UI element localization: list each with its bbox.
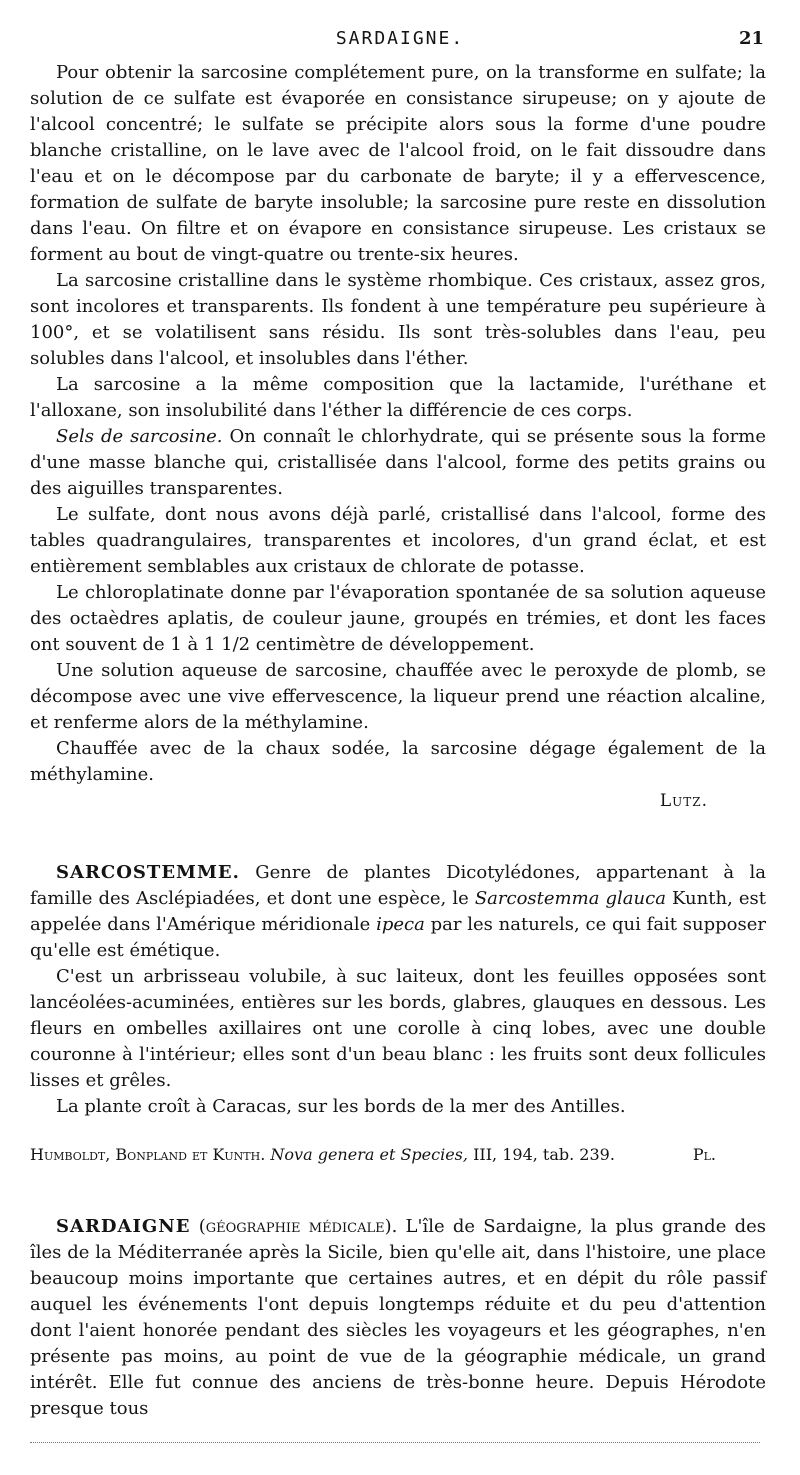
paragraph: Chauffée avec de la chaux sodée, la sarcosine dégage également de la méthylamine.: [30, 738, 766, 785]
paragraph: [30, 424, 766, 502]
paragraph: La sarcosine a la même composition que la lactamide, l'uréthane et l'alloxane, son insolubilité dans l'éther la différencie de ces corps.: [30, 374, 766, 421]
section-gap: [30, 1120, 766, 1142]
paragraph: C'est un arbrisseau volubile, à suc laiteux, dont les feuilles opposées sont lancéolées-acuminées, entières sur les bords, glabres, glauques en dessous. Les fleurs en ombelles axillaires ont une corolle à cinq lobes, avec une double couronne à l'intérieur; elles sont d'un beau blanc : les fruits sont deux follicules lisses et grêles.: [30, 966, 766, 1091]
paragraph: La plante croît à Caracas, sur les bords de la mer des Antilles.: [56, 1096, 626, 1117]
entry-sardaigne: [30, 1214, 766, 1422]
paragraph-text: Genre de plantes Dicotylédones, appartenant à la famille des Asclépiadées, et dont une espèce, le: [30, 862, 766, 909]
body-text: [30, 60, 766, 1422]
paragraph: Le chloroplatinate donne par l'évaporation spontanée de sa solution aqueuse des octaèdres aplatis, de couleur jaune, groupés en trémies, et dont les faces ont souvent de 1 à 1 1/2 centimètre de développement.: [30, 582, 766, 655]
reference-authors: Humboldt, Bonpland et Kunth.: [30, 1145, 266, 1164]
reference-details: III, 194, tab. 239.: [467, 1145, 615, 1164]
section-gap: [30, 814, 766, 860]
author-signature: Pl.: [692, 1145, 716, 1164]
author-signature: Lutz.: [659, 791, 708, 811]
italic-heading: Sels de sarcosine.: [56, 426, 223, 447]
paragraph: La sarcosine cristalline dans le système rhombique. Ces cristaux, assez gros, sont incolores et transparents. Ils fondent à une température peu supérieure à 100°, et se volatilisent sans résidu. Ils sont très-solubles dans l'eau, peu solubles dans l'alcool, et insolubles dans l'éther.: [30, 270, 766, 369]
page-number: 21: [738, 28, 764, 49]
reference-title: Nova genera et Species,: [270, 1145, 468, 1164]
paragraph-text: Kunth, est appelée dans l'Amérique méridionale: [30, 888, 766, 935]
bibliography-reference: [30, 1142, 766, 1168]
paragraph: Pour obtenir la sarcosine complétement pure, on la transforme en sulfate; la solution de ce sulfate est évaporée en consistance sirupeuse; on y ajoute de l'alcool concentré; le sulfate se précipite alors sous la forme d'une poudre blanche cristalline, on le lave avec de l'alcool froid, on le fait dissoudre dans l'eau et on le décompose par du carbonate de baryte; il y a effervescence, formation de sulfate de baryte insoluble; la sarcosine pure reste en dissolution dans l'eau. On filtre et on évapore en consistance sirupeuse. Les cristaux se forment au bout de vingt-quatre ou trente-six heures.: [30, 62, 766, 265]
section-gap: [30, 1168, 766, 1214]
footer-rule: [30, 1442, 760, 1443]
paragraph-text: On connaît le chlorhydrate, qui se présente sous la forme d'une masse blanche qui, cristallisée dans l'alcool, forme des petits grains ou des aiguilles transparentes.: [30, 426, 766, 499]
page-header: [0, 28, 800, 58]
headword: SARCOSTEMME.: [56, 862, 240, 883]
subheading: (géographie médicale).: [198, 1216, 398, 1237]
paragraph: Une solution aqueuse de sarcosine, chauffée avec le peroxyde de plomb, se décompose avec une vive effervescence, la liqueur prend une réaction alcaline, et renferme alors de la méthylamine.: [30, 660, 766, 733]
running-title: SARDAIGNE.: [335, 28, 465, 49]
reference-text: [30, 1142, 615, 1168]
species-name: Sarcostemma glauca: [474, 888, 666, 909]
paragraph-text: par les naturels, ce qui fait supposer qu'elle est émétique.: [30, 914, 767, 961]
paragraph: Le sulfate, dont nous avons déjà parlé, cristallisé dans l'alcool, forme des tables quadrangulaires, transparentes et incolores, d'un grand éclat, et est entièrement semblables aux cristaux de chlorate de potasse.: [30, 504, 766, 577]
headword: SARDAIGNE: [56, 1216, 191, 1237]
entry-sarcostemme: [30, 860, 766, 964]
paragraph-text: L'île de Sardaigne, la plus grande des îles de la Méditerranée après la Sicile, bien qu'elle ait, dans l'histoire, une place beaucoup moins importante que certaines autres, et en dépit du rôle passif auquel les événements l'ont depuis longtemps réduite et du peu d'attention dont l'aient honorée pendant des siècles les voyageurs et les géographes, n'en présente pas moins, au point de vue de la géographie médicale, un grand intérêt. Elle fut connue des anciens de très-bonne heure. Depuis Hérodote presque tous: [30, 1216, 766, 1419]
common-name: ipeca: [376, 914, 425, 935]
